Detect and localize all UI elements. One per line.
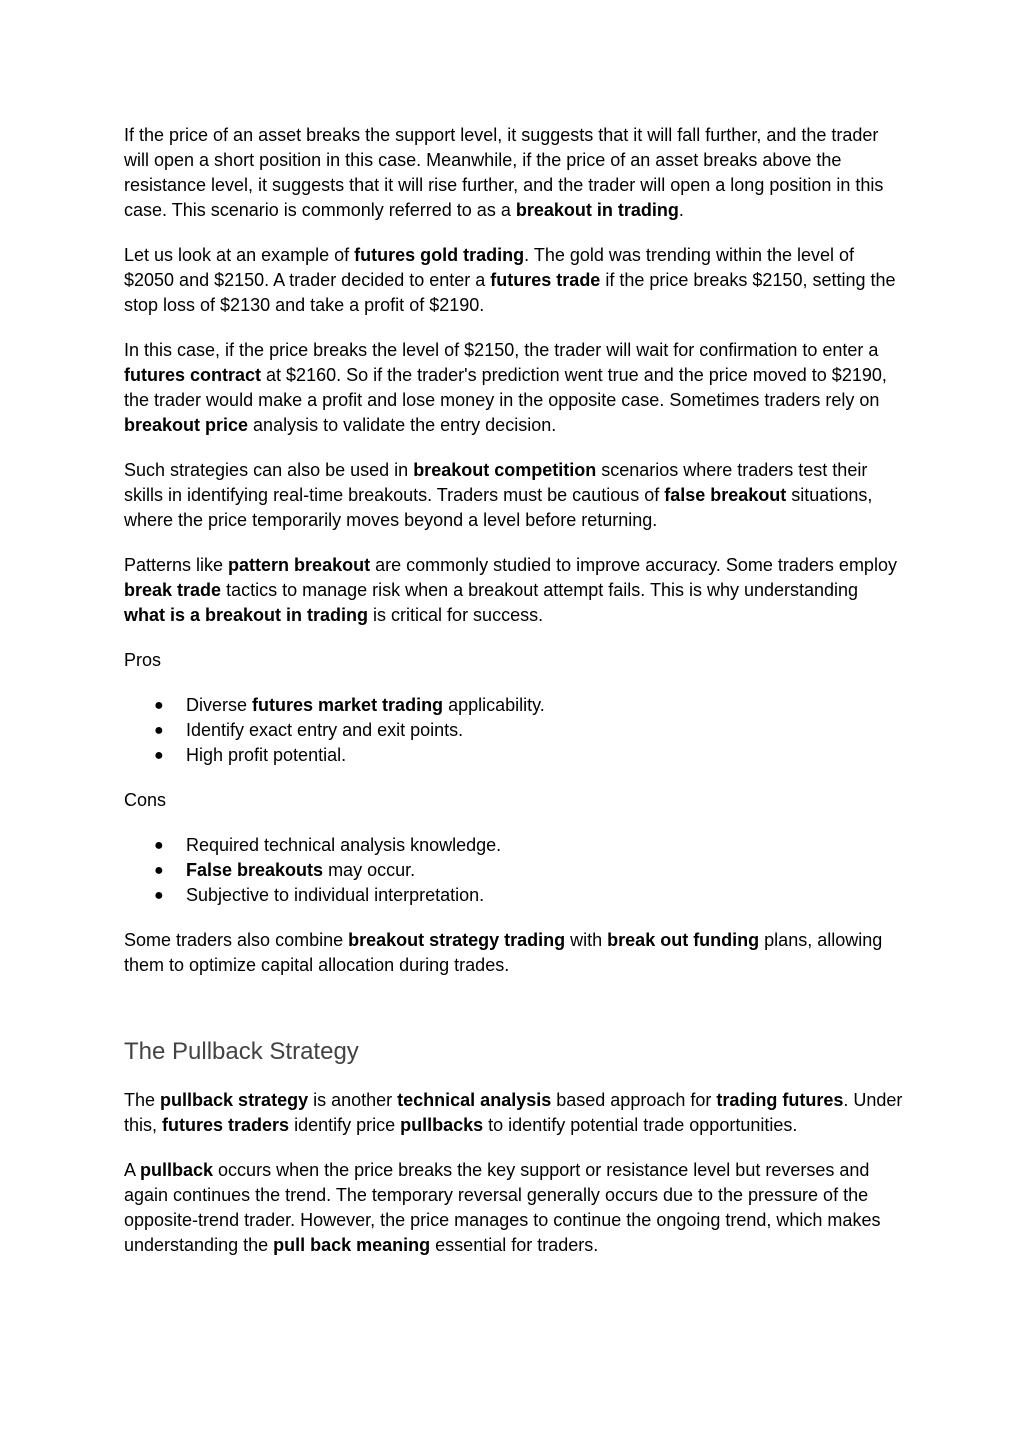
bullet-icon: ●: [154, 697, 164, 714]
text-run: at $2160. So if the trader's prediction went true and the price moved to $2190, the trader would make a profit and lose money in the opposite case. Sometimes traders rely on: [124, 365, 887, 410]
text-run: scenarios where traders test their skills in identifying real-time breakouts. Traders must be cautious of: [124, 460, 868, 505]
text-run: Some traders also combine: [124, 930, 349, 950]
text-run: Required technical analysis knowledge.: [186, 835, 502, 855]
text-run: . The gold was trending within the level of $2050 and $2150. A trader decided to enter a: [124, 245, 855, 290]
text-run: High profit potential.: [186, 745, 347, 765]
text-run: situations, where the price temporarily moves beyond a level before returning.: [124, 485, 873, 530]
bold-term: breakout price: [124, 415, 249, 435]
paragraph: [124, 1158, 904, 1258]
text-run: Identify exact entry and exit points.: [186, 720, 464, 740]
text-run: Diverse: [186, 695, 253, 715]
text-run: . Under this,: [124, 1090, 903, 1135]
bold-term: trading futures: [716, 1090, 844, 1110]
bullet-icon: ●: [154, 887, 164, 904]
section-heading: The Pullback Strategy: [124, 1038, 359, 1065]
bold-term: pull back meaning: [273, 1235, 431, 1255]
text-run: occurs when the price breaks the key support or resistance level but reverses and again continues the trend. The temporary reversal generally occurs due to the pressure of the opposite-trend trader. However, the price manages to continue the ongoing trend, which makes understanding the: [124, 1160, 881, 1255]
pros-list: [124, 693, 904, 768]
text-run: applicability.: [443, 695, 545, 715]
pros-label: Pros: [124, 650, 162, 670]
bold-term: futures market trading: [252, 695, 444, 715]
text-run: .: [678, 200, 684, 220]
bullet-icon: ●: [154, 862, 164, 879]
bold-term: technical analysis: [397, 1090, 552, 1110]
list-item: [124, 743, 904, 768]
bold-term: break out funding: [607, 930, 760, 950]
text-run: to identify potential trade opportunities.: [483, 1115, 798, 1135]
text-run: essential for traders.: [430, 1235, 599, 1255]
document-page: [124, 123, 904, 1278]
bold-term: false breakout: [664, 485, 787, 505]
bullet-icon: ●: [154, 722, 164, 739]
bold-term: what is a breakout in trading: [124, 605, 369, 625]
text-run: Patterns like: [124, 555, 229, 575]
list-item: [124, 693, 904, 718]
text-run: Let us look at an example of: [124, 245, 355, 265]
text-run: if the price breaks $2150, setting the stop loss of $2130 and take a profit of $2190.: [124, 270, 896, 315]
text-run: are commonly studied to improve accuracy. Some traders employ: [370, 555, 897, 575]
paragraph: [124, 458, 904, 533]
bullet-icon: ●: [154, 747, 164, 764]
paragraph: [124, 243, 904, 318]
paragraph: [124, 553, 904, 628]
text-run: tactics to manage risk when a breakout attempt fails. This is why understanding: [221, 580, 859, 600]
text-run: based approach for: [551, 1090, 717, 1110]
bold-term: futures gold trading: [354, 245, 525, 265]
cons-list: [124, 833, 904, 908]
text-run: The: [124, 1090, 161, 1110]
bold-term: pullback strategy: [160, 1090, 309, 1110]
section-spacer: [124, 998, 904, 1037]
text-run: is another: [308, 1090, 398, 1110]
list-item: [124, 858, 904, 883]
paragraph: [124, 338, 904, 438]
paragraph: [124, 123, 904, 223]
cons-label: Cons: [124, 790, 167, 810]
bold-term: pullbacks: [400, 1115, 484, 1135]
paragraph: [124, 928, 904, 978]
text-run: may occur.: [323, 860, 416, 880]
bold-term: breakout in trading: [515, 200, 679, 220]
text-run: Such strategies can also be used in: [124, 460, 414, 480]
bold-term: futures trade: [490, 270, 601, 290]
bold-term: pattern breakout: [228, 555, 371, 575]
text-run: with: [565, 930, 608, 950]
list-item: [124, 833, 904, 858]
list-item: [124, 883, 904, 908]
text-run: analysis to validate the entry decision.: [248, 415, 557, 435]
text-run: plans, allowing them to optimize capital allocation during trades.: [124, 930, 883, 975]
bold-term: pullback: [140, 1160, 214, 1180]
text-run: is critical for success.: [368, 605, 544, 625]
bold-term: breakout competition: [413, 460, 597, 480]
text-run: identify price: [289, 1115, 401, 1135]
bold-term: futures contract: [124, 365, 262, 385]
text-run: A: [124, 1160, 141, 1180]
bold-term: breakout strategy trading: [348, 930, 566, 950]
text-run: Subjective to individual interpretation.: [186, 885, 485, 905]
bullet-icon: ●: [154, 837, 164, 854]
bold-term: futures traders: [162, 1115, 290, 1135]
bold-term: False breakouts: [186, 860, 324, 880]
bold-term: break trade: [124, 580, 222, 600]
text-run: If the price of an asset breaks the support level, it suggests that it will fall further, and the trader will open a short position in this case. Meanwhile, if the price of an asset breaks above the resistance level, it suggests that it will rise further, and the trader will open a long position in this case. This scenario is commonly referred to as a: [124, 125, 884, 220]
paragraph: [124, 1088, 904, 1138]
text-run: In this case, if the price breaks the level of $2150, the trader will wait for confirmation to enter a: [124, 340, 879, 360]
list-item: [124, 718, 904, 743]
